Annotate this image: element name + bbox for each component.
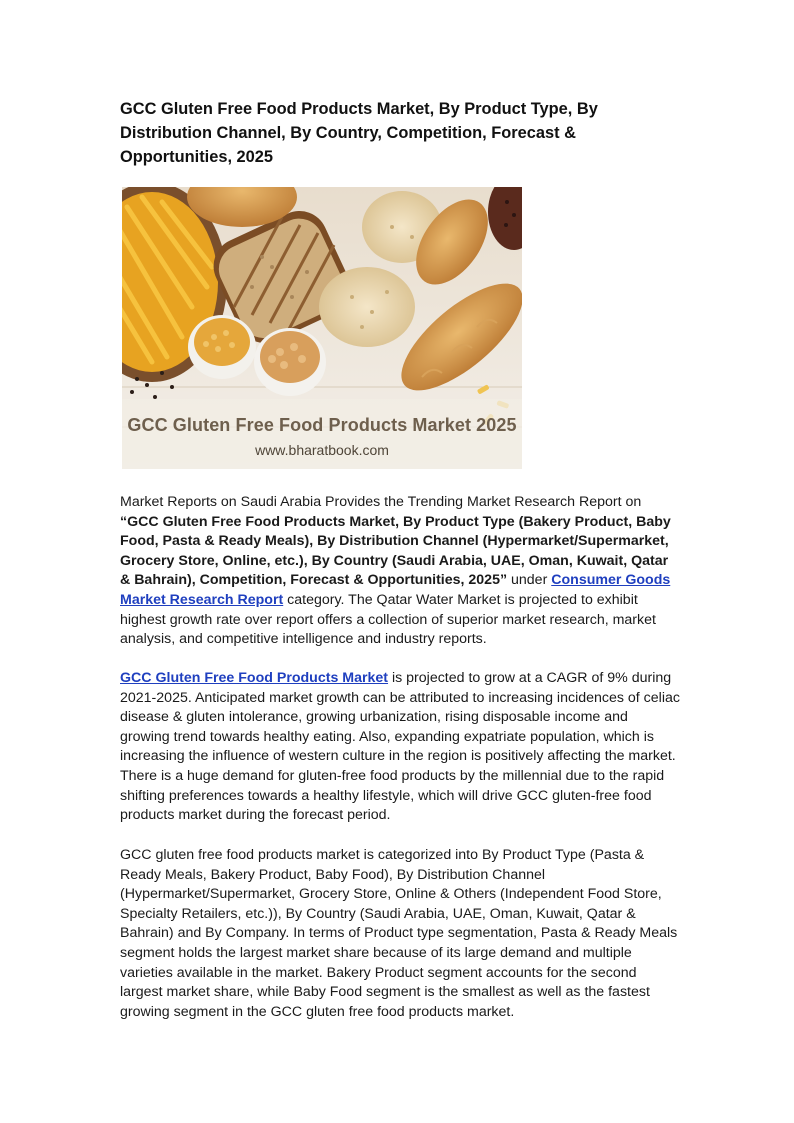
intro-text: Market Reports on Saudi Arabia Provides the Trending Market Research Report on <box>120 494 642 510</box>
under-text: under <box>507 572 552 589</box>
growth-text: is projected to grow at a CAGR of 9% during 2021-2025. Anticipated market growth can be attributed to increasing incidences of celiac disease & gluten intolerance, growing urbanization, rising disposable income and growing trend towards healthy eating. Also, expanding expatriate population, which is increasing the influence of western culture in the region is positively affecting the market. There is a huge demand for gluten-free food products by the millennial due to the rapid shifting preferences towards a healthy lifestyle, which will drive GCC gluten-free food products market during the forecast period. <box>120 670 680 824</box>
intro-rest-text: category. The Qatar Water Market is projected to exhibit highest growth rate over report offers a collection of superior market research, market analysis, and competitive intelligence and industry reports. <box>120 591 656 648</box>
segmentation-text: GCC gluten free food products market is categorized into By Product Type (Pasta & Ready Meals, Bakery Product, Baby Food), By Distribution Channel (Hypermarket/Supermarket, Grocery Store, Online & Others (Independent Food Store, Specialty Retailers, etc.)), By Country (Saudi Arabia, UAE, Oman, Kuwait, Qatar & Bahrain) and By Company. In terms of Product type segmentation, Pasta & Ready Meals segment holds the largest market share because of its large demand and multiple varieties available in the market. Bakery Product segment accounts for the second largest market share, while Baby Food segment is the smallest as well as the fastest growing segment in the GCC gluten free food products market. <box>120 847 678 1020</box>
hero-website: www.bharatbook.com <box>255 442 389 458</box>
document-title: GCC Gluten Free Food Products Market, By Product Type, By Distribution Channel, By Country, Competition, Forecast & Opportunities, 2025 <box>120 100 598 166</box>
paragraph-intro <box>120 493 680 650</box>
paragraph-segmentation <box>120 846 680 1022</box>
report-title-bold: “GCC Gluten Free Food Products Market, By Product Type (Bakery Product, Baby Food, Pasta & Ready Meals), By Distribution Channel (Hypermarket/Supermarket, Grocery Store, Online, etc.), By Country (Saudi Arabia, UAE, Oman, Kuwait, Qatar & Bahrain), Competition, Forecast & Opportunities, 2025” <box>120 513 671 589</box>
paragraph-growth <box>120 669 680 826</box>
hero-image <box>122 187 522 469</box>
consumer-goods-link[interactable]: Consumer Goods Market Research Report <box>120 572 671 608</box>
hero-caption: GCC Gluten Free Food Products Market 2025 <box>127 415 517 435</box>
market-link[interactable]: GCC Gluten Free Food Products Market <box>120 670 389 686</box>
